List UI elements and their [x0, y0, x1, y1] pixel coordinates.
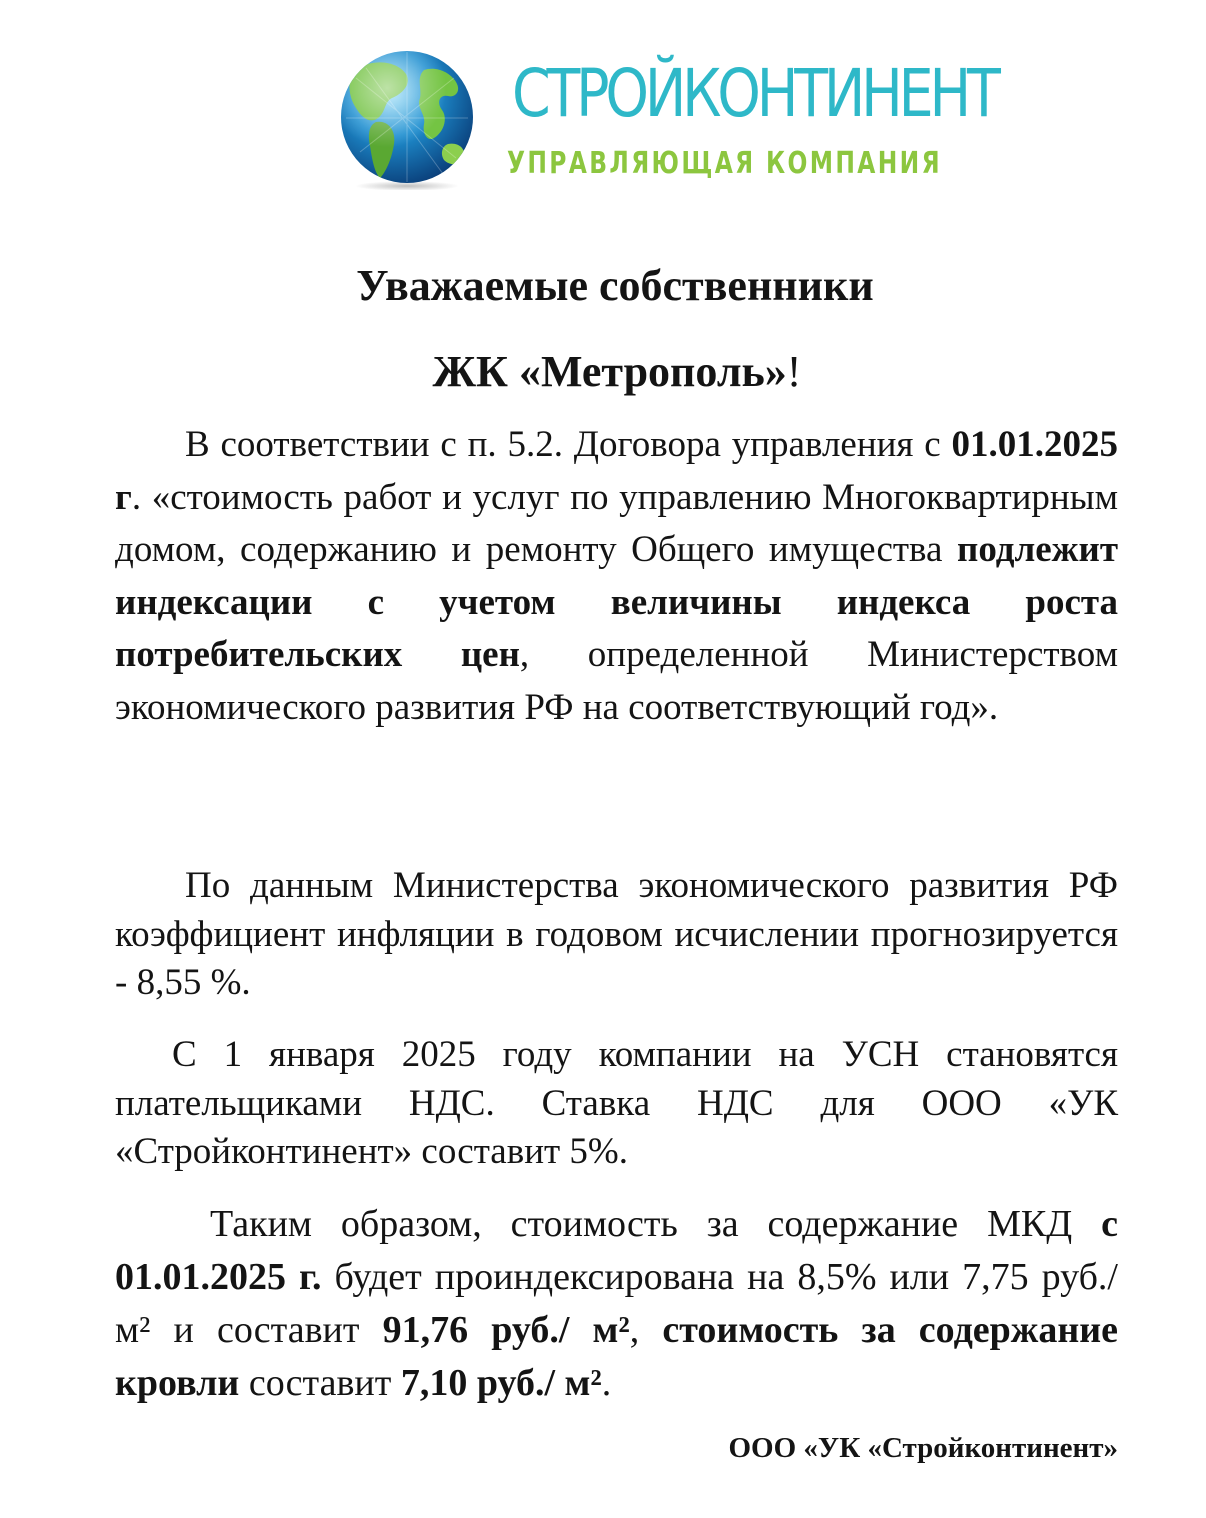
globe-icon [336, 48, 478, 190]
p4-text-5: . [601, 1362, 612, 1404]
p4-roof-rate: 7,10 руб./ м² [400, 1362, 602, 1404]
p4-text-4: составит [239, 1362, 401, 1404]
p4-text-1: Таким образом, стоимость за содержание МКД [210, 1203, 1102, 1245]
p4-maintenance-rate: 91,76 руб./ м² [382, 1309, 630, 1351]
complex-name-heading [14, 344, 1206, 400]
paragraph-vat: С 1 января 2025 году компании на УСН становятся плательщиками НДС. Ставка НДС для ООО «УК «Стройконтинент» составит 5%. [115, 1034, 1118, 1172]
paragraph-inflation: По данным Министерства экономического развития РФ коэффициент инфляции в годовом исчислении прогнозируется - 8,55 %. [115, 865, 1118, 1003]
greeting-line-1: Уважаемые собственники [356, 261, 874, 310]
p1-text-2: . «стоимость работ и услуг по управлению Многоквартирным домом, содержанию и ремонту Общего имущества [115, 476, 1118, 570]
p1-text-3: , определенной Министерством экономического развития РФ на соответствующий год». [115, 634, 1118, 728]
p4-date: с 01.01.2025 г. [115, 1203, 1118, 1298]
exclamation: ! [786, 347, 802, 396]
company-logo [336, 46, 997, 191]
p1-text-1: В соответствии с п. 5.2. Договора управления с [185, 424, 952, 465]
p1-date: 01.01.2025 г [115, 424, 1118, 518]
company-subtitle: УПРАВЛЯЮЩАЯ КОМПАНИЯ [507, 146, 942, 181]
complex-name: ЖК «Метрополь» [432, 347, 787, 396]
signature: ООО «УК «Стройконтинент» [728, 1432, 1118, 1464]
p1-indexation-clause: подлежит индексации с учетом величины индекса роста потребительских цен [115, 529, 1118, 675]
p4-roof-label: стоимость за содержание кровли [115, 1309, 1119, 1404]
p4-text-3: , [629, 1309, 663, 1351]
greeting-heading [12, 258, 1206, 314]
p4-text-2: будет проиндексирована на 8,5% или 7,75 руб./м² и составит [115, 1256, 1118, 1351]
paragraph-new-rates [115, 1198, 1118, 1410]
company-name: СТРОЙКОНТИНЕНТ [512, 55, 997, 132]
paragraph-contract-clause [115, 419, 1118, 734]
